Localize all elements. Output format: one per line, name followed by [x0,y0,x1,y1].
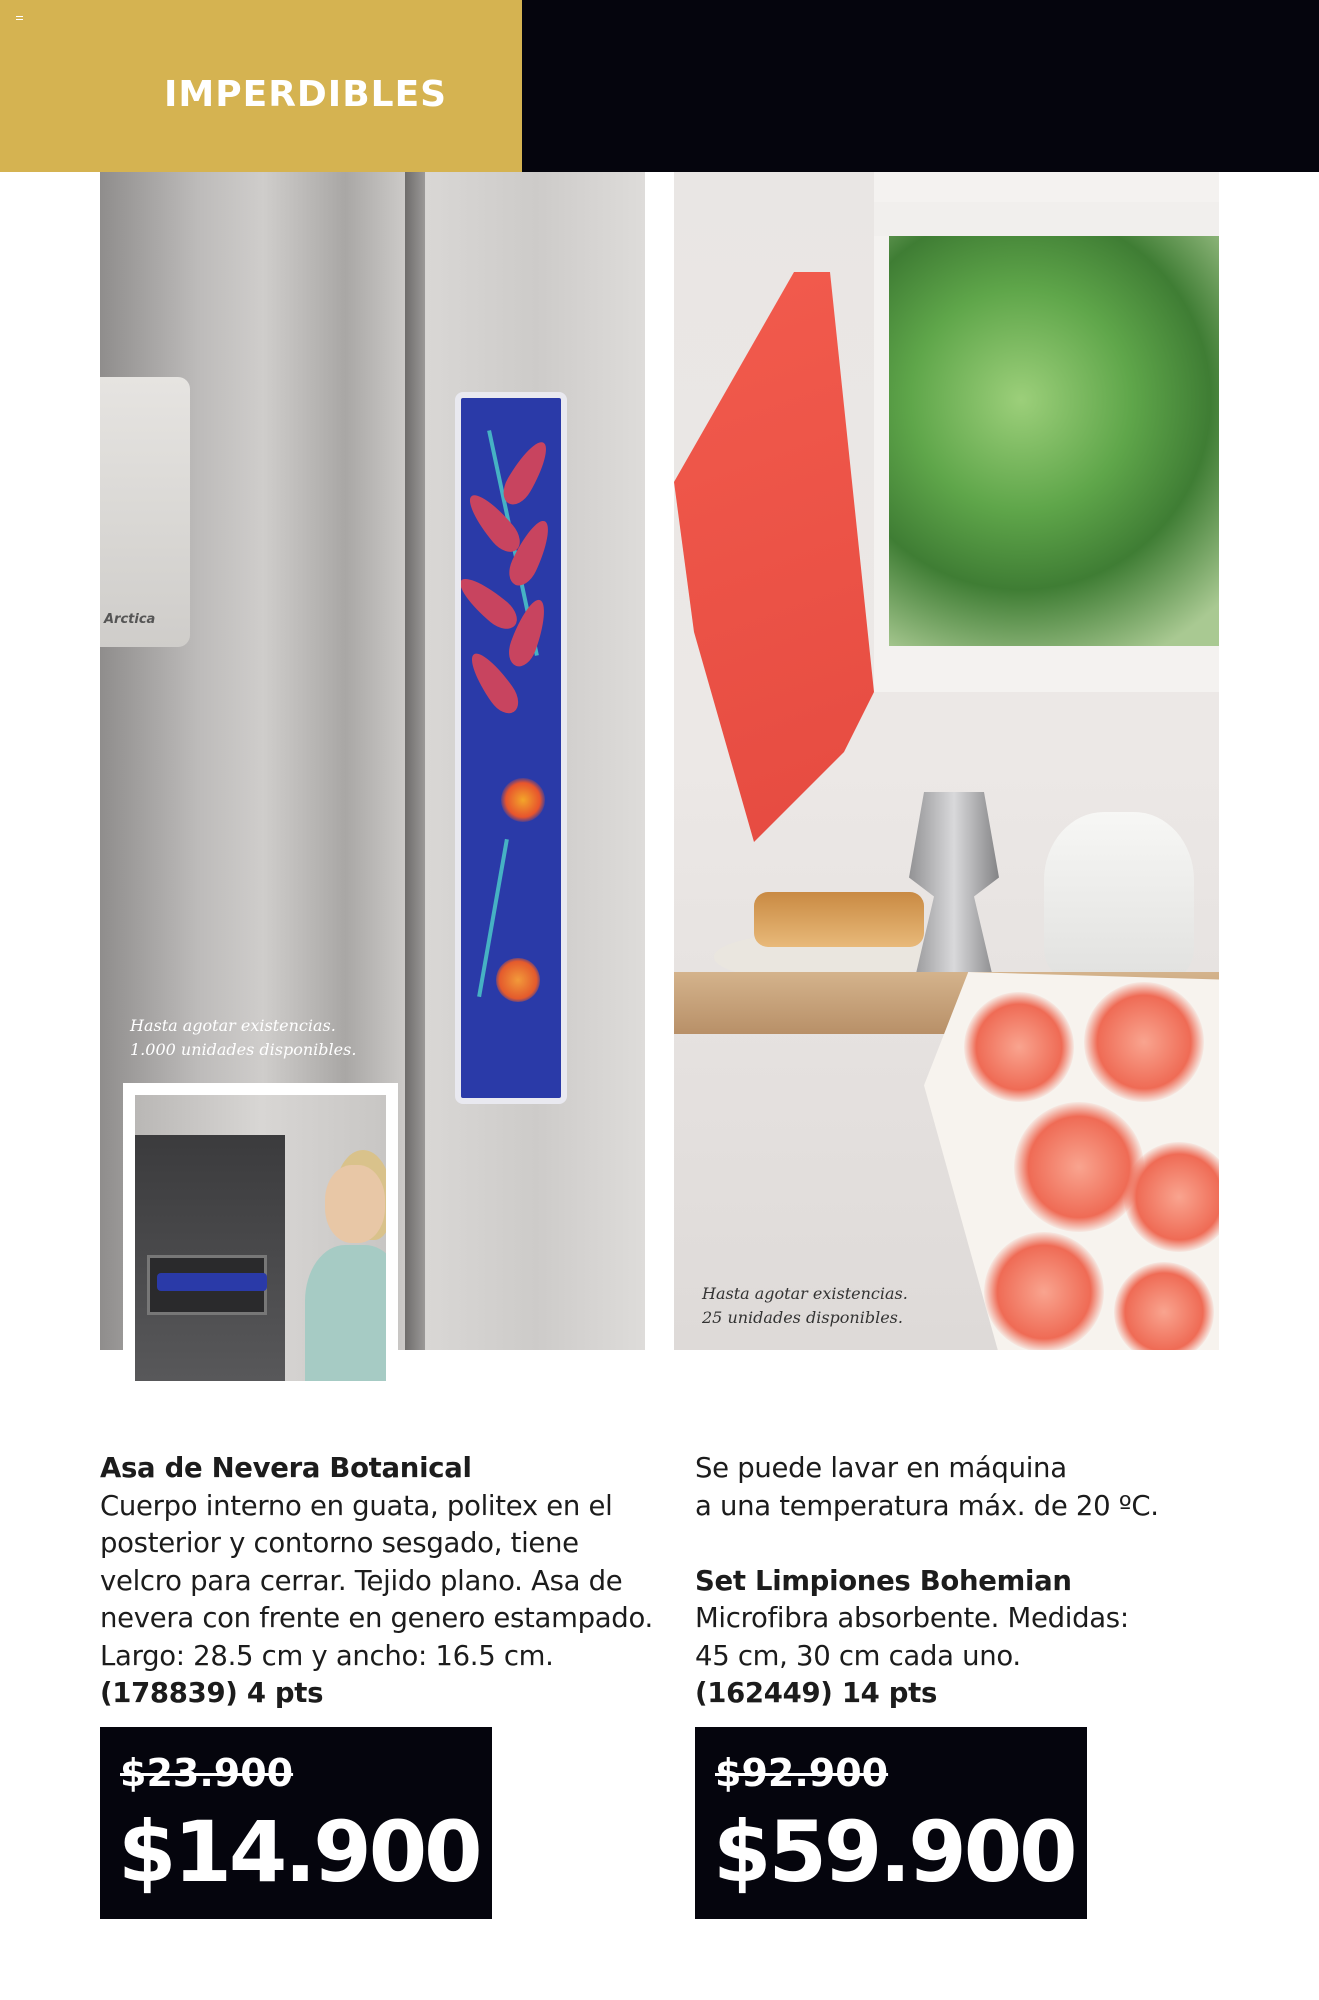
fridge-dispenser [100,377,190,647]
wash-note-line: a una temperatura máx. de 20 ºC. [695,1489,1159,1522]
oven [135,1135,285,1381]
product-code-points: (178839) 4 pts [100,1677,324,1709]
price-box-left [100,1727,492,1919]
price-box-right [695,1727,1087,1919]
product-description-right [695,1450,1235,1713]
kitchen-towels-photo [674,172,1219,1350]
menu-mark-icon [16,16,23,20]
woman-figure [305,1245,386,1381]
section-tab [0,0,522,172]
product-name: Asa de Nevera Botanical [100,1452,472,1484]
new-price: $59.900 [713,1803,1075,1901]
description-line: Cuerpo interno en guata, politex en el [100,1489,613,1522]
floral-towel [924,972,1219,1350]
description-line: Microfibra absorbente. Medidas: [695,1602,1129,1634]
fridge-door-gap [405,172,425,1350]
section-title: IMPERDIBLES [164,74,448,115]
stacked-cups [1044,812,1194,982]
product-description-left [100,1450,660,1713]
description-line: velcro para cerrar. Tejido plano. Asa de [100,1564,623,1597]
mini-handle-cover [157,1273,267,1291]
old-price: $23.900 [120,1751,294,1795]
new-price: $14.900 [118,1803,480,1901]
product-name: Set Limpiones Bohemian [695,1564,1072,1597]
description-line: 45 cm, 30 cm cada uno. [695,1639,1021,1672]
description-line: posterior y contorno sesgado, tiene [100,1527,579,1559]
product-code-points: (162449) 14 pts [695,1677,938,1709]
description-line: nevera con frente en genero estampado. [100,1602,653,1634]
old-price: $92.900 [715,1751,889,1795]
red-towel [674,272,874,872]
stock-note-left: Hasta agotar existencias. 1.000 unidades disponibles. [130,1016,357,1059]
window-garden-view [889,236,1219,646]
description-line: Largo: 28.5 cm y ancho: 16.5 cm. [100,1639,554,1672]
fridge-brand-label: Arctica [104,612,156,627]
stock-note-right: Hasta agotar existencias. 25 unidades disponibles. [702,1284,908,1327]
bread [754,892,924,947]
botanical-handle-cover [455,392,567,1104]
inset-oven-photo [123,1083,398,1393]
wash-note-line: Se puede lavar en máquina [695,1452,1067,1484]
